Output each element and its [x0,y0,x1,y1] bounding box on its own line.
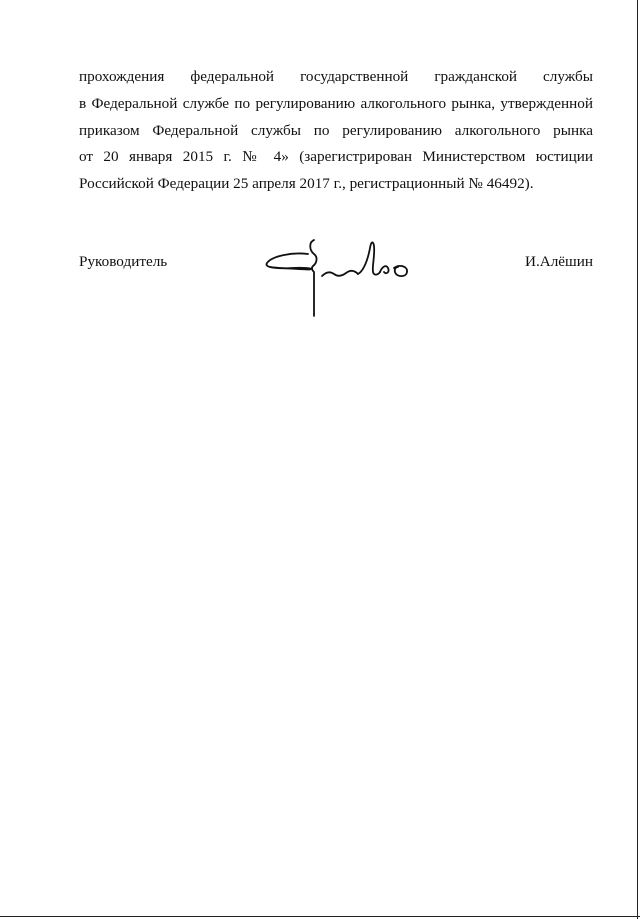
signatory-name: И.Алёшин [524,253,593,270]
handwritten-signature [262,232,412,318]
paragraph-line: прохождения федеральной государственной гражданской службы [79,68,593,85]
paragraph-line: Российской Федерации 25 апреля 2017 г., регистрационный № 46492). [79,175,534,193]
scan-edge-right [637,0,638,919]
paragraph-line: приказом Федеральной службы по регулированию алкогольного рынка [79,121,593,139]
signatory-role: Руководитель [79,253,168,270]
paragraph-line: от 20 января 2015 г. № 4» (зарегистрирован Министерством юстиции [79,148,593,166]
scan-edge-bottom [0,916,640,917]
paragraph-line: в Федеральной службе по регулированию алкогольного рынка, утвержденной [79,94,593,112]
document-paragraph [79,64,593,198]
